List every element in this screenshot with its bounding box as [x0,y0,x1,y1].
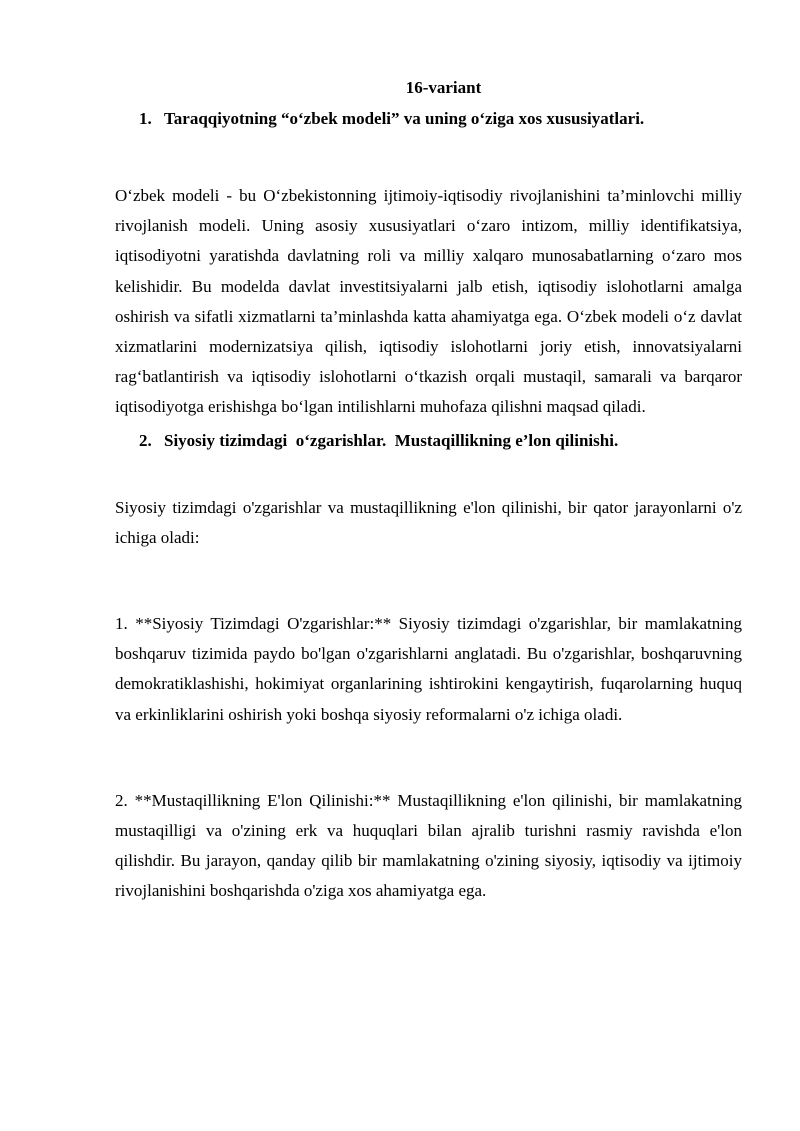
section2-intro: Siyosiy tizimdagi o'zgarishlar va mustaqillikning e'lon qilinishi, bir qator jarayonlarni o'z ichiga oladi: [115,497,742,547]
section2-number: 2. [139,430,152,450]
section1-number: 1. [139,109,152,128]
section1-heading [115,107,742,131]
section2-title: Siyosiy tizimdagi o‘zgarishlar. Mustaqillikning e’lon qilinishi. [164,430,619,450]
section2-heading [115,429,742,453]
section1-paragraph: O‘zbek modeli - bu O‘zbekistonning ijtimoiy-iqtisodiy rivojlanishini ta’minlovchi milliy rivojlanish modeli. Uning asosiy xususiyatlari o‘zaro intizom, milliy identifikatsiya, iqtisodiyotni yaratishda davlatning roli va milliy xalqaro munosabatlarning o‘zaro mos kelishidir. Bu modelda davlat investitsiyalarni jalb etish, iqtisodiy islohotlarni amalga oshirish va sifatli xizmatlarni ta’minlashda katta ahamiyatga ega. O‘zbek modeli o‘z davlat xizmatlarini modernizatsiya qilish, iqtisodiy islohotlarni joriy etish, innovatsiyalarni rag‘batlantirish va iqtisodiy islohotlarni o‘tkazish orqali mustaqil, samarali va barqaror iqtisodiyotga erishishga bo‘lgan intilishlarni muhofaza qilishni maqsad qiladi. [115,186,742,417]
section2-item1: 1. **Siyosiy Tizimdagi O'zgarishlar:** Siyosiy tizimdagi o'zgarishlar, bir mamlakatning boshqaruv tizimida paydo bo'lgan o'zgarishlarni anglatadi. Bu o'zgarishlar, boshqaruvning demokratiklashishi, hokimiyat organlarining ishtirokini kengaytirish, fuqarolarning huquq va erkinliklarini oshirish yoki boshqa siyosiy reformalarni o'z ichiga oladi. [115,614,742,724]
section2-item2: 2. **Mustaqillikning E'lon Qilinishi:** Mustaqillikning e'lon qilinishi, bir mamlakatning mustaqilligi va o'zining erk va huquqlari bilan ajralib turishni rasmiy ravishda e'lon qilishdir. Bu jarayon, qanday qilib bir mamlakatning o'zining siyosiy, iqtisodiy va ijtimoiy rivojlanishini boshqarishda o'ziga xos ahamiyatga ega. [115,790,742,901]
variant-title: 16-variant [405,78,482,97]
section1-title: Taraqqiyotning “o‘zbek modeli” va uning o‘ziga xos xususiyatlari. [164,109,645,128]
document-page [115,76,742,907]
